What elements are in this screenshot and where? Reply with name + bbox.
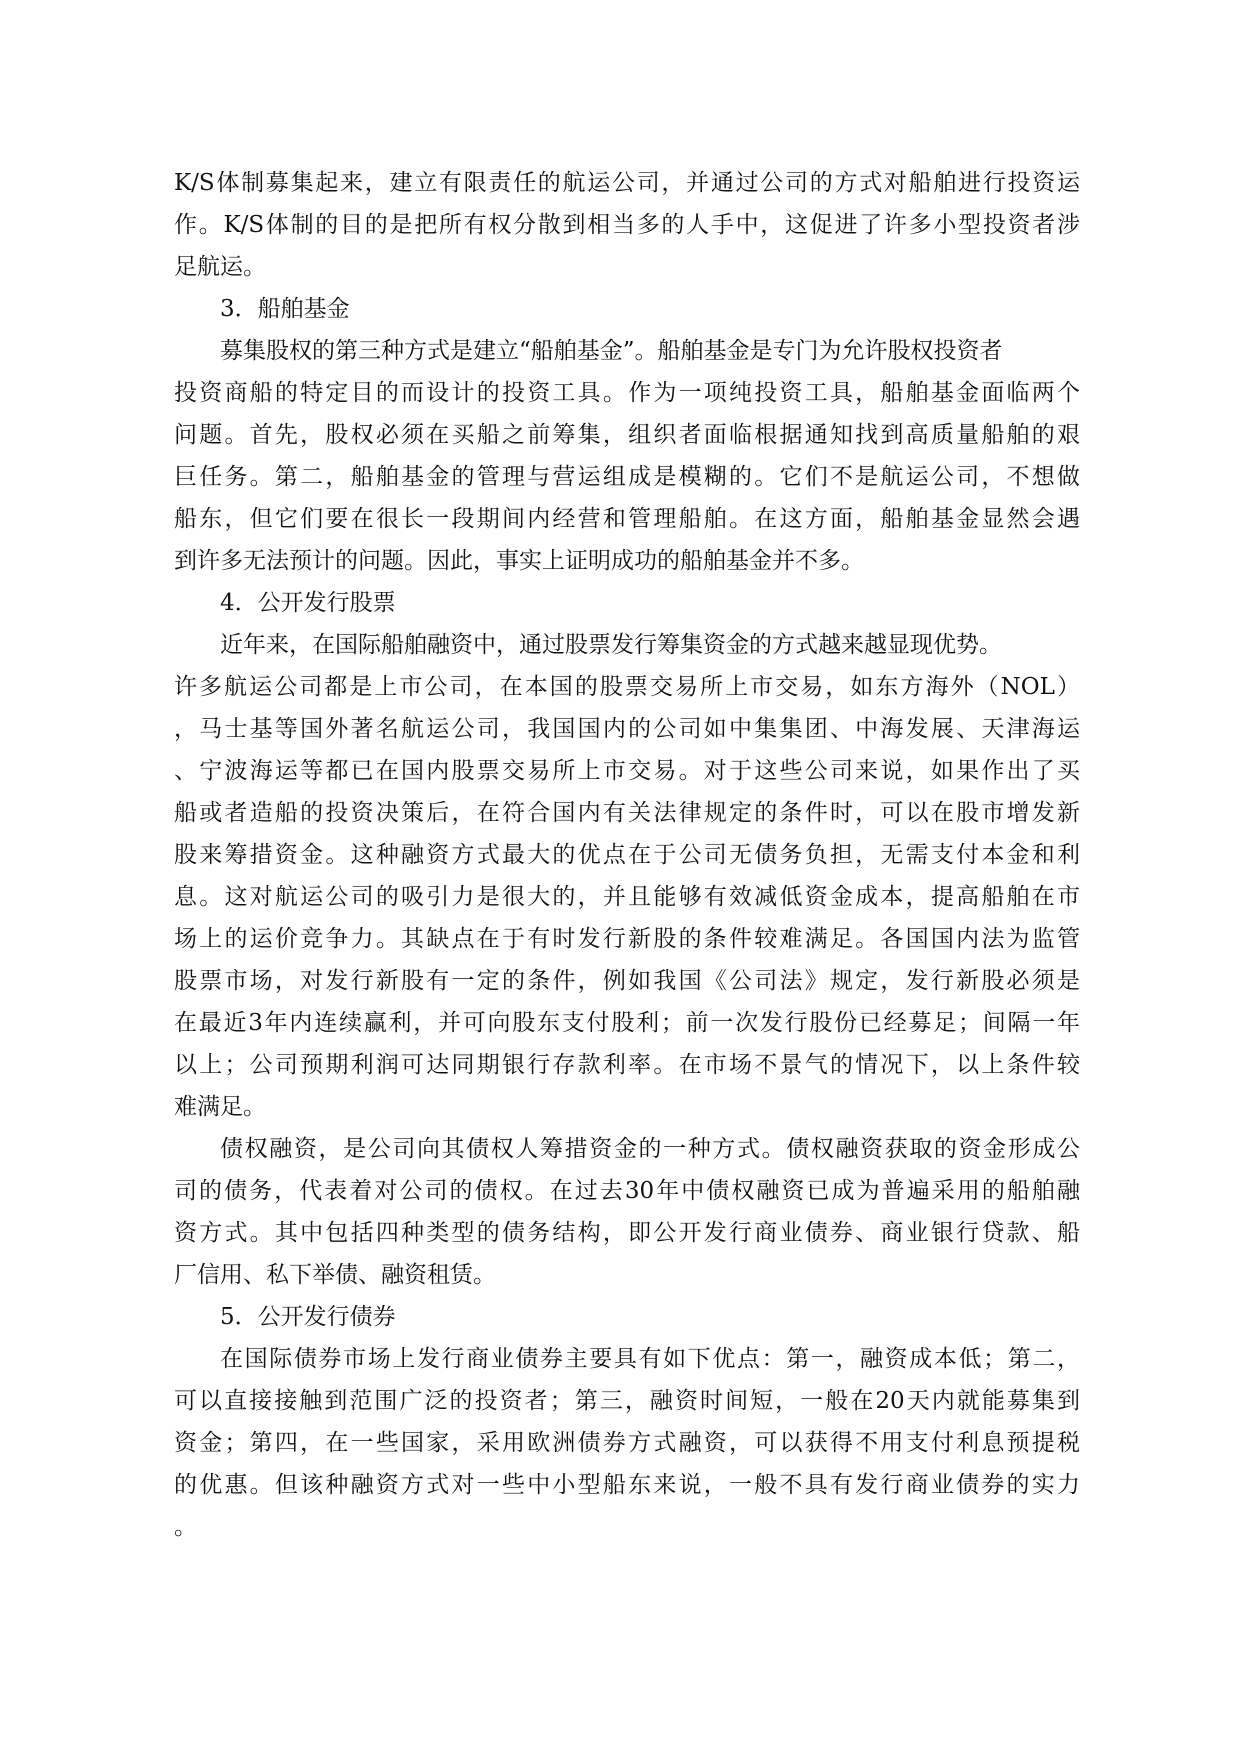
text-line: 问题。首先，股权必须在买船之前筹集，组织者面临根据通知找到高质量船舶的艰 bbox=[174, 422, 1080, 448]
section-heading: 4．公开发行股票 bbox=[220, 590, 396, 616]
text-line: 。 bbox=[174, 1514, 197, 1540]
text-line: 船或者造船的投资决策后，在符合国内有关法律规定的条件时，可以在股市增发新 bbox=[174, 800, 1080, 826]
text-line: 近年来，在国际船舶融资中，通过股票发行筹集资金的方式越来越显现优势。 bbox=[220, 632, 1002, 658]
text-line: 船东，但它们要在很长一段期间内经营和管理船舶。在这方面，船舶基金显然会遇 bbox=[174, 506, 1080, 532]
text-line: 在国际债券市场上发行商业债券主要具有如下优点：第一，融资成本低；第二， bbox=[220, 1346, 1080, 1372]
text-line: 、宁波海运等都已在国内股票交易所上市交易。对于这些公司来说，如果作出了买 bbox=[174, 758, 1080, 784]
text-line: ，马士基等国外著名航运公司，我国国内的公司如中集集团、中海发展、天津海运 bbox=[174, 716, 1080, 742]
text-line: 债权融资，是公司向其债权人筹措资金的一种方式。债权融资获取的资金形成公 bbox=[220, 1136, 1080, 1162]
text-line: 募集股权的第三种方式是建立“船舶基金”。船舶基金是专门为允许股权投资者 bbox=[220, 338, 1003, 364]
text-line: 以上；公司预期利润可达同期银行存款利率。在市场不景气的情况下，以上条件较 bbox=[174, 1052, 1080, 1078]
text-line: 到许多无法预计的问题。因此，事实上证明成功的船舶基金并不多。 bbox=[174, 548, 864, 574]
text-line: 巨任务。第二，船舶基金的管理与营运组成是模糊的。它们不是航运公司，不想做 bbox=[174, 464, 1080, 490]
text-line: 股票市场，对发行新股有一定的条件，例如我国《公司法》规定，发行新股必须是 bbox=[174, 968, 1080, 994]
text-line: 厂信用、私下举债、融资租赁。 bbox=[174, 1262, 496, 1288]
text-line: 资金；第四，在一些国家，采用欧洲债券方式融资，可以获得不用支付利息预提税 bbox=[174, 1430, 1080, 1456]
text-line: 足航运。 bbox=[174, 254, 266, 280]
section-heading: 5．公开发行债券 bbox=[220, 1304, 396, 1330]
section-heading: 3．船舶基金 bbox=[220, 296, 350, 322]
document-body bbox=[174, 162, 1080, 1548]
text-line: 股来筹措资金。这种融资方式最大的优点在于公司无债务负担，无需支付本金和利 bbox=[174, 842, 1080, 868]
text-line: 在最近3年内连续赢利，并可向股东支付股利；前一次发行股份已经募足；间隔一年 bbox=[174, 1010, 1080, 1036]
text-line: 投资商船的特定目的而设计的投资工具。作为一项纯投资工具，船舶基金面临两个 bbox=[174, 380, 1080, 406]
text-line: 的优惠。但该种融资方式对一些中小型船东来说，一般不具有发行商业债券的实力 bbox=[174, 1472, 1080, 1498]
text-line: 场上的运价竞争力。其缺点在于有时发行新股的条件较难满足。各国国内法为监管 bbox=[174, 926, 1080, 952]
text-line: 可以直接接触到范围广泛的投资者；第三，融资时间短，一般在20天内就能募集到 bbox=[174, 1388, 1080, 1414]
text-line: 许多航运公司都是上市公司，在本国的股票交易所上市交易，如东方海外（NOL） bbox=[174, 674, 1080, 700]
text-line: K/S体制募集起来，建立有限责任的航运公司，并通过公司的方式对船舶进行投资运 bbox=[174, 170, 1080, 196]
text-line: 难满足。 bbox=[174, 1094, 266, 1120]
text-line: 作。K/S体制的目的是把所有权分散到相当多的人手中，这促进了许多小型投资者涉 bbox=[174, 212, 1080, 238]
text-line: 资方式。其中包括四种类型的债务结构，即公开发行商业债券、商业银行贷款、船 bbox=[174, 1220, 1080, 1246]
text-line: 息。这对航运公司的吸引力是很大的，并且能够有效减低资金成本，提高船舶在市 bbox=[174, 884, 1080, 910]
text-line: 司的债务，代表着对公司的债权。在过去30年中债权融资已成为普遍采用的船舶融 bbox=[174, 1178, 1080, 1204]
